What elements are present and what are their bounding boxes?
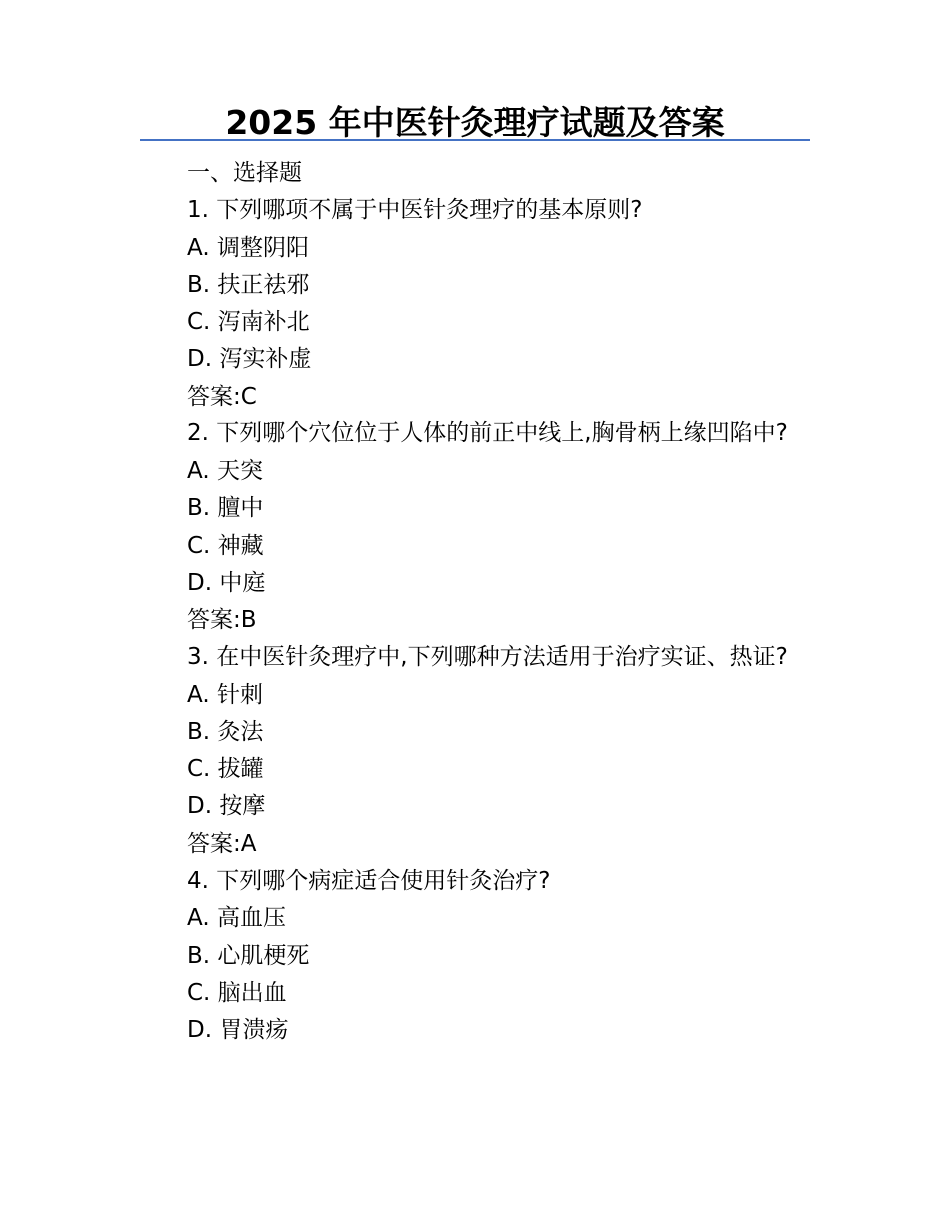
question-1-text: 1. 下列哪项不属于中医针灸理疗的基本原则? xyxy=(187,197,643,224)
question-4-text: 4. 下列哪个病症适合使用针灸治疗? xyxy=(187,868,551,895)
question-3-option-b: B. 灸法 xyxy=(187,718,264,745)
question-1-option-b: B. 扶正祛邪 xyxy=(187,271,310,298)
question-1-option-a: A. 调整阴阳 xyxy=(187,234,309,261)
question-4-option-a: A. 高血压 xyxy=(187,905,286,932)
question-3-option-d: D. 按摩 xyxy=(187,793,266,820)
question-1-option-d: D. 泻实补虚 xyxy=(187,346,312,373)
title-underline xyxy=(140,139,810,141)
question-2-option-d: D. 中庭 xyxy=(187,569,266,596)
section-heading: 一、选择题 xyxy=(187,160,302,186)
question-3-option-a: A. 针刺 xyxy=(187,681,263,708)
question-2-text: 2. 下列哪个穴位位于人体的前正中线上,胸骨柄上缘凹陷中? xyxy=(187,420,788,447)
question-4-option-d: D. 胃溃疡 xyxy=(187,1017,289,1044)
question-1-answer: 答案:C xyxy=(187,383,257,410)
question-4-option-c: C. 脑出血 xyxy=(187,979,287,1006)
question-4-option-b: B. 心肌梗死 xyxy=(187,942,310,969)
question-2-option-c: C. 神藏 xyxy=(187,532,264,559)
question-3-answer: 答案:A xyxy=(187,830,257,857)
question-2-answer: 答案:B xyxy=(187,607,257,634)
question-3-option-c: C. 拔罐 xyxy=(187,756,264,783)
question-2-option-a: A. 天突 xyxy=(187,458,263,485)
question-1-option-c: C. 泻南补北 xyxy=(187,309,310,336)
question-2-option-b: B. 膻中 xyxy=(187,495,264,522)
document-body xyxy=(140,155,810,1050)
question-3-text: 3. 在中医针灸理疗中,下列哪种方法适用于治疗实证、热证? xyxy=(187,643,788,670)
document-title: 2025 年中医针灸理疗试题及答案 xyxy=(225,103,725,142)
